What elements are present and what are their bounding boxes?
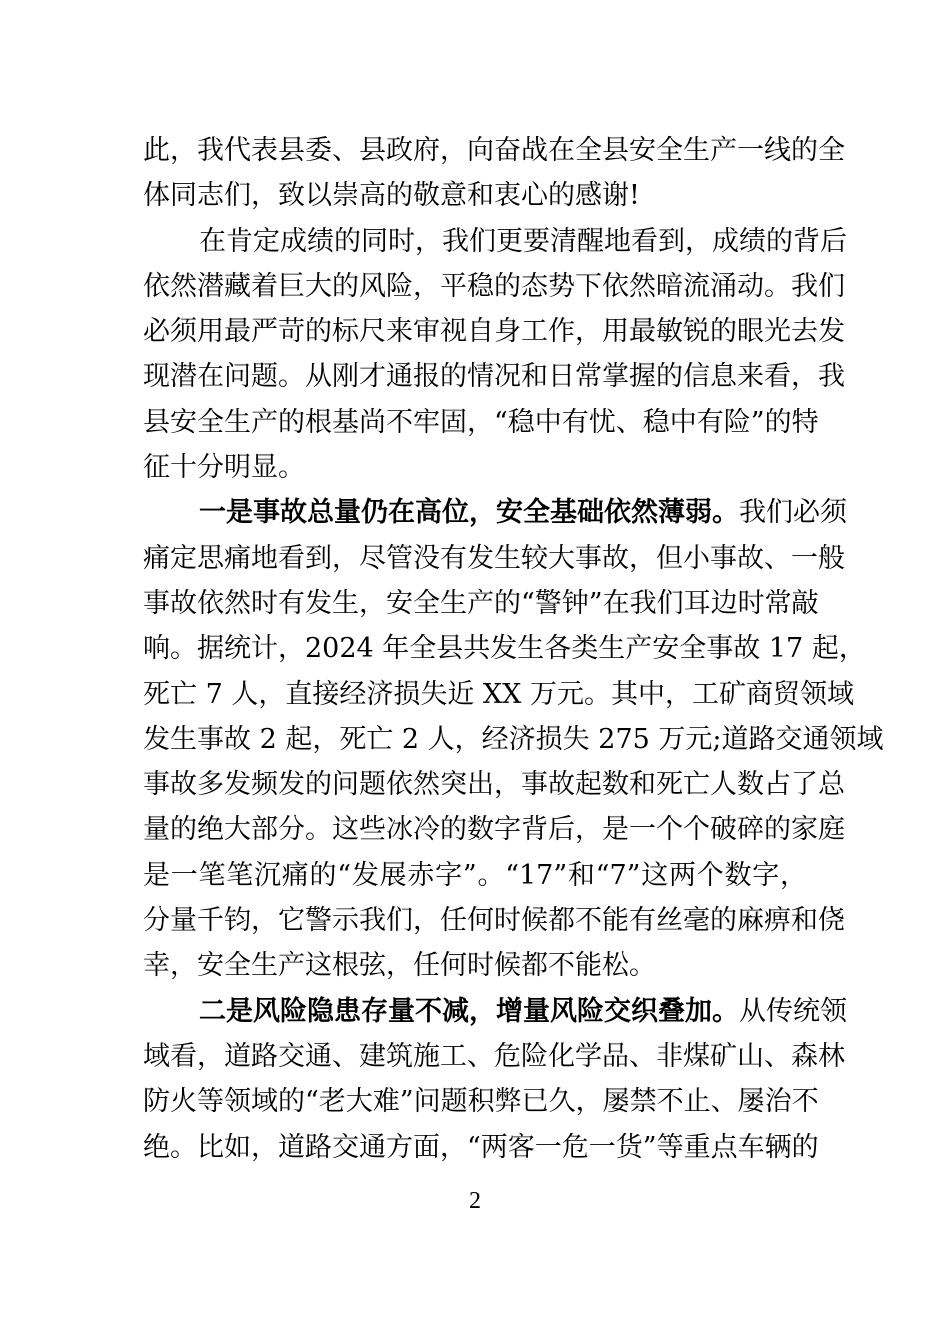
text-line [143, 853, 807, 898]
text-line [143, 400, 819, 445]
text-line [143, 943, 807, 988]
text-line [143, 626, 866, 671]
bold-heading-text: 一是事故总量仍在高位，安全基础依然薄弱。 [199, 497, 739, 529]
body-text: 痛定思痛地看到，尽管没有发生较大事故，但小事故、一般 [143, 542, 845, 574]
body-text: 量的绝大部分。这些冰冷的数字背后，是一个个破碎的家庭 [143, 814, 845, 846]
text-line [143, 1034, 845, 1079]
body-text: 分量千钧，它警示我们，任何时候都不能有丝毫的麻痹和侥 [143, 905, 845, 937]
text-line [143, 264, 845, 309]
text-line [143, 128, 845, 173]
page-number: 2 [469, 1188, 481, 1214]
body-text: 必须用最严苛的标尺来审视自身工作，用最敏锐的眼光去发 [143, 316, 845, 348]
body-text: 事故依然时有发生，安全生产的“警钟”在我们耳边时常敲 [143, 587, 819, 619]
text-line [143, 490, 847, 535]
text-line [143, 1079, 819, 1124]
text-line [143, 445, 807, 490]
body-text: 事故多发频发的问题依然突出，事故起数和死亡人数占了总 [143, 769, 845, 801]
text-line [143, 354, 845, 399]
body-text: 是一笔笔沉痛的“发展赤字”。“17”和“7”这两个数字， [143, 859, 807, 891]
text-line [143, 219, 847, 264]
body-text: 响。据统计，2024 年全县共发生各类生产安全事故 17 起， [143, 633, 866, 665]
body-text: 幸，安全生产这根弦，任何时候都不能松。 [143, 950, 656, 982]
body-text: 我们必须 [739, 497, 847, 529]
text-line [143, 898, 845, 943]
body-text: 现潜在问题。从刚才通报的情况和日常掌握的信息来看，我 [143, 361, 845, 393]
bold-heading-text: 二是风险隐患存量不减，增量风险交织叠加。 [199, 995, 739, 1027]
paragraph [143, 989, 847, 1170]
body-text: 防火等领域的“老大难”问题积弊已久，屡禁不止、屡治不 [143, 1086, 819, 1118]
body-text: 体同志们，致以崇高的敬意和衷心的感谢! [143, 180, 640, 212]
paragraph [143, 128, 845, 219]
body-text: 征十分明显。 [143, 452, 305, 484]
body-text: 从传统领 [739, 995, 847, 1027]
body-text: 县安全生产的根基尚不牢固，“稳中有忧、稳中有险”的特 [143, 406, 819, 438]
text-line [143, 581, 819, 626]
text-line [143, 309, 845, 354]
body-text: 死亡 7 人，直接经济损失近 XX 万元。其中，工矿商贸领域 [143, 678, 854, 710]
paragraph [143, 219, 847, 491]
text-line [143, 1125, 819, 1170]
text-line [143, 536, 845, 581]
text-line [143, 762, 845, 807]
text-line [143, 989, 847, 1034]
text-line [143, 672, 854, 717]
document-body [143, 128, 884, 1170]
body-text: 在肯定成绩的同时，我们更要清醒地看到，成绩的背后 [199, 225, 847, 257]
paragraph [143, 490, 884, 988]
body-text: 发生事故 2 起，死亡 2 人，经济损失 275 万元;道路交通领域 [143, 723, 884, 755]
body-text: 依然潜藏着巨大的风险，平稳的态势下依然暗流涌动。我们 [143, 270, 845, 302]
text-line [143, 717, 884, 762]
body-text: 绝。比如，道路交通方面，“两客一危一货”等重点车辆的 [143, 1131, 819, 1163]
body-text: 此，我代表县委、县政府，向奋战在全县安全生产一线的全 [143, 135, 845, 166]
text-line [143, 807, 845, 852]
body-text: 域看，道路交通、建筑施工、危险化学品、非煤矿山、森林 [143, 1040, 845, 1072]
text-line [143, 173, 807, 218]
